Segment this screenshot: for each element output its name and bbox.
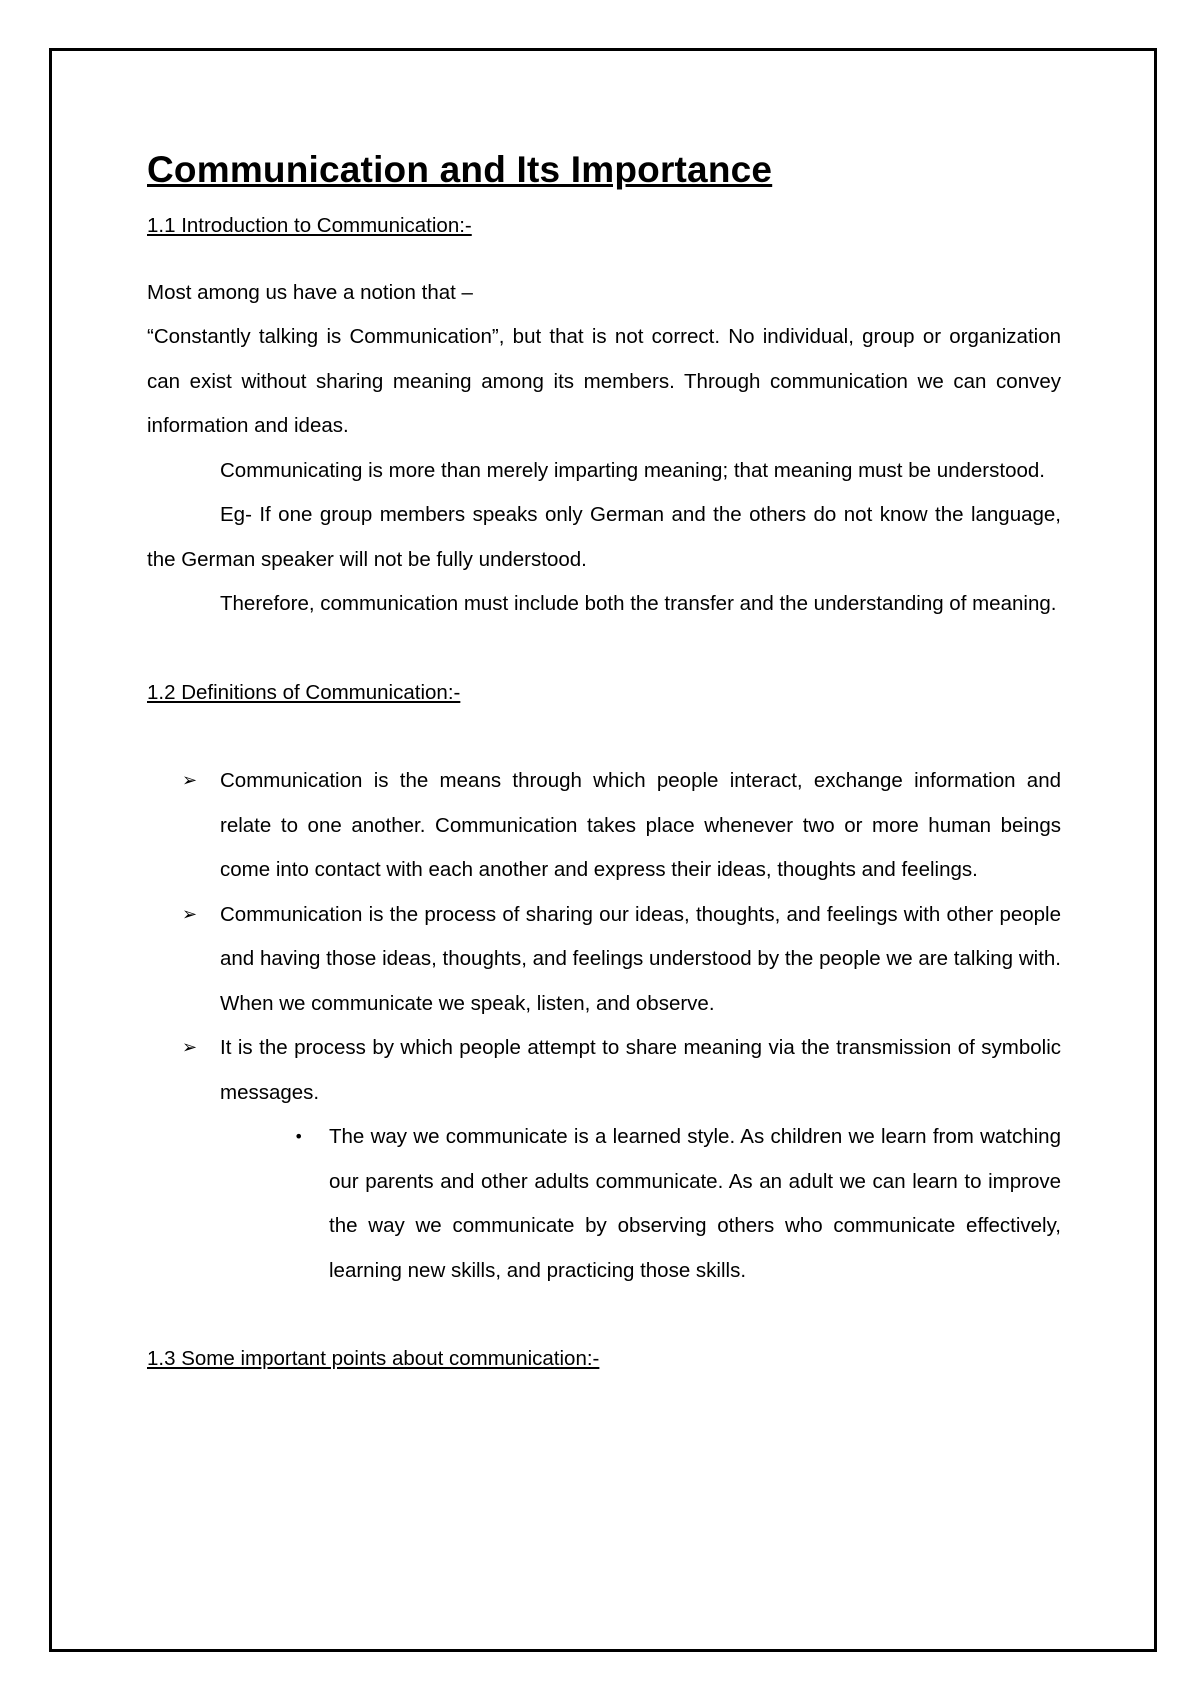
- list-item: [147, 1115, 1061, 1293]
- document-body: [147, 140, 1061, 1382]
- dot-bullet-icon: •: [294, 1127, 304, 1146]
- section-heading-definitions: 1.2 Definitions of Communication:-: [147, 680, 461, 704]
- paragraph-therefore: Therefore, communication must include both the transfer and the understanding of meaning.: [220, 592, 1057, 615]
- paragraph-german-example: Eg- If one group members speaks only German and the others do not know the language, the German speaker will not be fully understood.: [147, 503, 1061, 571]
- arrowhead-bullet-icon: ➢: [182, 770, 198, 791]
- section-heading-important-points: 1.3 Some important points about communication:-: [147, 1347, 600, 1370]
- paragraph-constantly-talking: “Constantly talking is Communication”, but that is not correct. No individual, group or organization can exist without sharing meaning among its members. Through communication we can convey information and ideas.: [147, 325, 1061, 437]
- list-item: [147, 893, 1061, 1027]
- arrowhead-bullet-icon: ➢: [182, 903, 198, 925]
- list-item-text: The way we communicate is a learned style. As children we learn from watching our parents and other adults communicate. As an adult we can learn to improve the way we communicate by observing others who communicate effectively, learning new skills, and practicing those skills.: [329, 1125, 1061, 1282]
- list-item-text: Communication is the means through which people interact, exchange information and relate to one another. Communication takes place whenever two or more human beings come into contact with each another and express their ideas, thoughts and feelings.: [220, 769, 1061, 881]
- list-item-text: It is the process by which people attempt to share meaning via the transmission of symbolic messages.: [220, 1036, 1061, 1104]
- definitions-list: [147, 759, 1061, 1115]
- section-heading-introduction: 1.1 Introduction to Communication:-: [147, 214, 472, 237]
- list-item: [147, 759, 1061, 893]
- learned-style-list: [147, 1115, 1061, 1293]
- list-item: [147, 1026, 1061, 1115]
- page-title: Communication and Its Importance: [147, 149, 773, 190]
- arrowhead-bullet-icon: ➢: [182, 1037, 198, 1058]
- intro-line: Most among us have a notion that –: [147, 280, 473, 304]
- paragraph-imparting-meaning: Communicating is more than merely imparting meaning; that meaning must be understood.: [220, 458, 1045, 482]
- list-item-text: Communication is the process of sharing our ideas, thoughts, and feelings with other people and having those ideas, thoughts, and feelings understood by the people we are talking with. When we communicate we speak, listen, and observe.: [220, 902, 1061, 1015]
